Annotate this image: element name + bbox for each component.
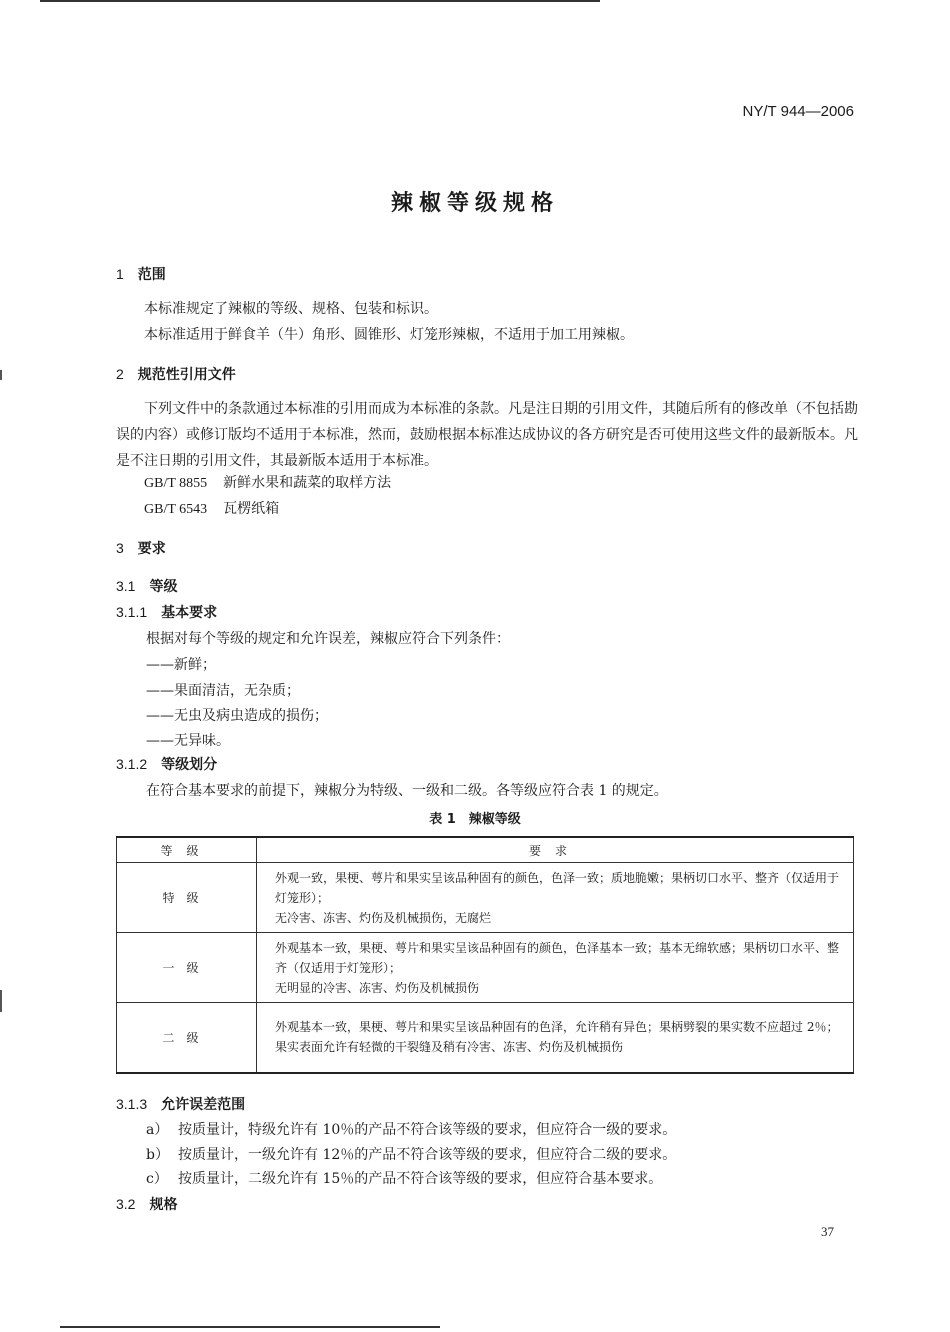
scan-edge-bottom bbox=[60, 1326, 440, 1328]
section-3-heading: 3 要求 bbox=[116, 540, 166, 557]
scan-edge-top bbox=[40, 0, 600, 2]
table-row bbox=[117, 1003, 854, 1073]
requirement-cell bbox=[257, 933, 854, 1003]
header-requirement: 要求 bbox=[257, 837, 854, 863]
tolerance-item: b） 按质量计，一级允许有 12％的产品不符合该等级的要求，但应符合二级的要求。 bbox=[146, 1147, 677, 1163]
document-title: 辣椒等级规格 bbox=[390, 191, 559, 216]
basic-req-item: ——新鲜； bbox=[146, 657, 216, 673]
requirement-cell bbox=[257, 1003, 854, 1073]
section-2-heading: 2 规范性引用文件 bbox=[116, 366, 236, 383]
grade-cell: 二级 bbox=[117, 1003, 257, 1073]
grade-division-text: 在符合基本要求的前提下，辣椒分为特级、一级和二级。各等级应符合表 1 的规定。 bbox=[146, 783, 668, 799]
requirement-line: 无冷害、冻害、灼伤及机械损伤，无腐烂 bbox=[275, 910, 492, 925]
requirement-line: 外观一致，果梗、萼片和果实呈该品种固有的颜色，色泽一致；质地脆嫩；果柄切口水平、整齐（仅适用于灯笼形）； bbox=[275, 870, 840, 905]
standard-number: NY/T 944—2006 bbox=[742, 103, 854, 120]
reference-1: GB/T 8855 新鲜水果和蔬菜的取样方法 bbox=[144, 475, 392, 491]
basic-req-item: ——无虫及病虫造成的损伤； bbox=[146, 708, 328, 724]
page-number: 37 bbox=[821, 1224, 834, 1239]
tolerance-item: c） 按质量计，二级允许有 15％的产品不符合该等级的要求，但应符合基本要求。 bbox=[146, 1171, 663, 1187]
requirement-line: 无明显的冷害、冻害、灼伤及机械损伤 bbox=[275, 980, 480, 995]
table-1-caption: 表 1 辣椒等级 bbox=[429, 812, 521, 827]
section-1-para-1: 本标准规定了辣椒的等级、规格、包装和标识。 bbox=[144, 301, 438, 317]
tolerance-item: a） 按质量计，特级允许有 10％的产品不符合该等级的要求，但应符合一级的要求。 bbox=[146, 1122, 677, 1138]
requirement-cell bbox=[257, 863, 854, 933]
table-row bbox=[117, 933, 854, 1003]
section-1-para-2: 本标准适用于鲜食羊（牛）角形、圆锥形、灯笼形辣椒，不适用于加工用辣椒。 bbox=[144, 327, 634, 343]
scan-edge-left bbox=[0, 370, 2, 380]
section-2-paragraph: 下列文件中的条款通过本标准的引用而成为本标准的条款。凡是注日期的引用文件，其随后所有的修改单（不包括勘误的内容）或修订版均不适用于本标准，然而，鼓励根据本标准达成协议的各方研究是否可使用这些文件的最新版本。凡是不注日期的引用文件，其最新版本适用于本标准。 bbox=[116, 401, 858, 469]
requirement-line: 外观基本一致，果梗、萼片和果实呈该品种固有的色泽，允许稍有异色；果柄劈裂的果实数不应超过 2％； bbox=[275, 1020, 839, 1035]
scan-edge-left-2 bbox=[0, 990, 2, 1012]
requirement-line: 果实表面允许有轻微的干裂缝及稍有冷害、冻害、灼伤及机械损伤 bbox=[275, 1040, 624, 1055]
section-3-1-1-heading: 3.1.1 基本要求 bbox=[116, 604, 218, 621]
table-header-row bbox=[117, 837, 854, 863]
basic-req-item: ——果面清洁，无杂质； bbox=[146, 683, 300, 699]
grade-cell: 特级 bbox=[117, 863, 257, 933]
reference-2: GB/T 6543 瓦楞纸箱 bbox=[144, 501, 280, 517]
section-3-2-heading: 3.2 规格 bbox=[116, 1196, 178, 1213]
requirement-line: 外观基本一致，果梗、萼片和果实呈该品种固有的颜色，色泽基本一致；基本无绵软感；果柄切口水平、整齐（仅适用于灯笼形）； bbox=[275, 940, 840, 975]
section-3-1-2-heading: 3.1.2 等级划分 bbox=[116, 756, 218, 773]
section-3-1-heading: 3.1 等级 bbox=[116, 578, 178, 595]
section-3-1-3-heading: 3.1.3 允许误差范围 bbox=[116, 1096, 246, 1113]
table-row bbox=[117, 863, 854, 933]
basic-req-intro: 根据对每个等级的规定和允许误差，辣椒应符合下列条件： bbox=[146, 631, 510, 647]
header-grade: 等级 bbox=[117, 837, 257, 863]
grade-table bbox=[116, 836, 854, 1074]
section-1-heading: 1 范围 bbox=[116, 266, 166, 283]
grade-cell: 一级 bbox=[117, 933, 257, 1003]
basic-req-item: ——无异味。 bbox=[146, 733, 230, 749]
